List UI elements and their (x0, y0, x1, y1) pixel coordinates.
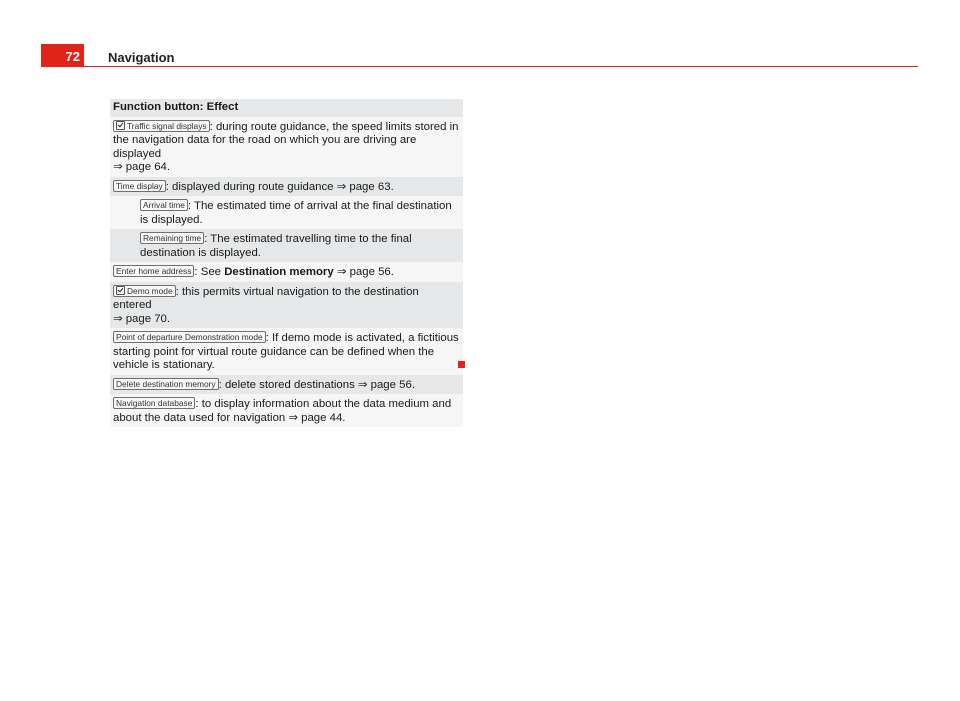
checkbox-checked-icon (116, 121, 125, 130)
button-label: Demo mode (127, 285, 173, 296)
page-title: Navigation (108, 50, 175, 65)
row-text: : this permits virtual navigation to the destination entered (113, 285, 419, 311)
table-row (110, 375, 463, 395)
delete-destination-memory-button[interactable]: Delete destination memory (113, 378, 219, 390)
page-ref: ⇒ page 64. (113, 161, 171, 173)
row-text: : The estimated time of arrival at the final destination is displayed. (140, 200, 452, 226)
destination-memory-term: Destination memory (224, 266, 334, 278)
page-ref: ⇒ page 70. (113, 312, 171, 325)
demo-mode-button[interactable] (113, 285, 176, 297)
table-heading: Function button: Effect (110, 99, 463, 117)
header-rule (84, 66, 918, 67)
row-text: : during route guidance, the speed limits stored in the navigation data for the road on which you are driving are displayed (113, 120, 459, 160)
time-display-button[interactable]: Time display (113, 180, 166, 192)
row-text: : to display information about the data medium and about the data used for navigation ⇒ page 44. (113, 398, 452, 424)
table-row (110, 117, 463, 177)
row-text: : The estimated travelling time to the final destination is displayed. (140, 233, 412, 259)
navigation-database-button[interactable]: Navigation database (113, 397, 195, 409)
row-text: : displayed during route guidance ⇒ page 63. (165, 180, 394, 193)
table-row (110, 282, 463, 329)
row-text: : See (194, 266, 225, 278)
page-number: 72 (41, 44, 84, 67)
table-row (110, 177, 463, 197)
row-text: : delete stored destinations ⇒ page 56. (218, 378, 415, 391)
table-row (110, 328, 463, 375)
row-text: : If demo mode is activated, a fictitious starting point for virtual route guidance can be defined when the vehicle is stationary. (113, 332, 459, 371)
page-header (41, 44, 918, 68)
table-row (110, 394, 463, 427)
table-row (110, 229, 463, 262)
function-table (110, 99, 463, 427)
arrival-time-button[interactable]: Arrival time (140, 199, 188, 211)
row-text: ⇒ page 56. (333, 266, 394, 278)
button-label: Traffic signal displays (127, 120, 207, 131)
remaining-time-button[interactable]: Remaining time (140, 232, 204, 244)
end-of-section-icon (458, 361, 465, 368)
point-of-departure-button[interactable]: Point of departure Demonstration mode (113, 331, 266, 343)
checkbox-checked-icon (116, 286, 125, 295)
enter-home-address-button[interactable]: Enter home address (113, 265, 194, 277)
table-row (110, 196, 463, 229)
traffic-signal-displays-button[interactable] (113, 120, 210, 132)
table-row (110, 262, 463, 282)
